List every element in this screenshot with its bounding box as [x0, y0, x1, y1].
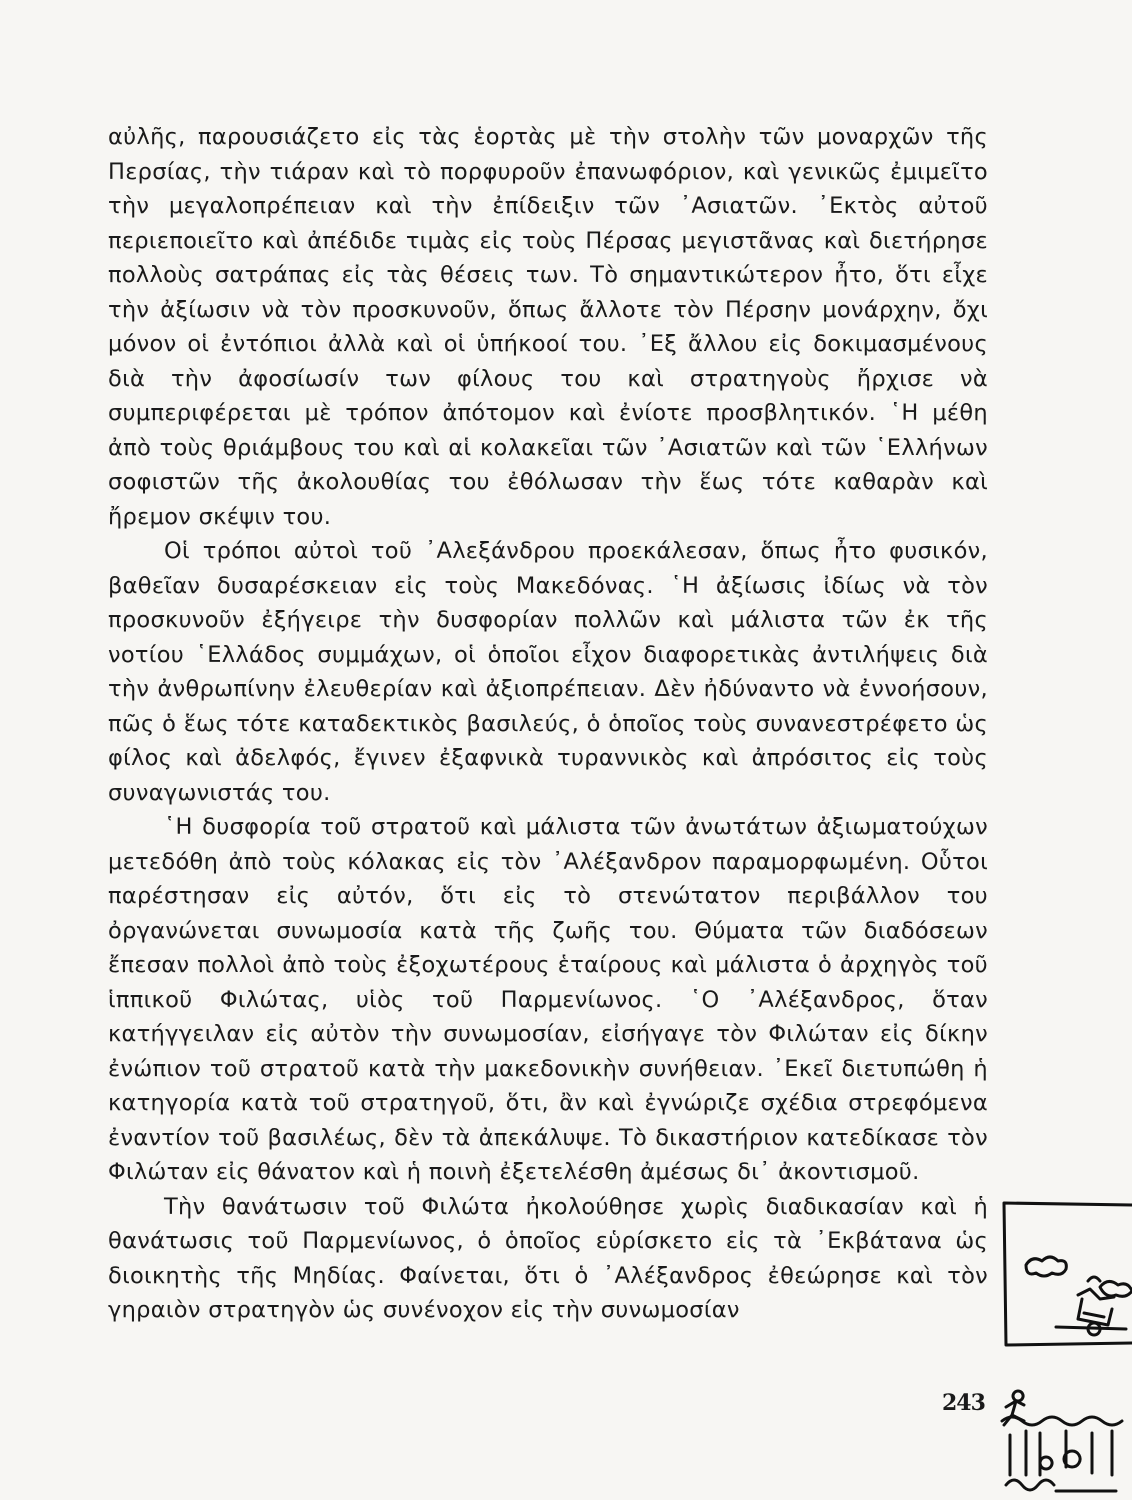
paragraph-3: ῾Η δυσφορία τοῦ στρατοῦ καὶ μάλιστα τῶν ἀνωτάτων ἀξιωματούχων μετεδόθη ἀπὸ τοὺς κόλακας εἰς τὸν ᾿Αλέξανδρον παραμορφωμένη. Οὗτοι παρέστησαν εἰς αὐτόν, ὅτι εἰς τὸ στενώτατον περιβάλλον του ὀργανώνεται συνωμοσία κατὰ τῆς ζωῆς του. Θύματα τῶν διαδόσεων ἔπεσαν πολλοὶ ἀπὸ τοὺς ἐξοχωτέρους ἑταίρους καὶ μάλιστα ὁ ἀρχηγὸς τοῦ ἱππικοῦ Φιλώτας, υἱὸς τοῦ Παρμενίωνος. ῾Ο ᾿Αλέξανδρος, ὅταν κατήγγειλαν εἰς αὐτὸν τὴν συνωμοσίαν, εἰσήγαγε τὸν Φιλώταν εἰς δίκην ἐνώπιον τοῦ στρατοῦ κατὰ τὴν μακεδονικὴν συνήθειαν. ᾿Εκεῖ διετυπώθη ἡ κατηγορία κατὰ τοῦ στρατηγοῦ, ὅτι, ἂν καὶ ἐγνώριζε σχέδια στρεφόμενα ἐναντίον τοῦ βασιλέως, δὲν τὰ ἀπεκάλυψε. Τὸ δικαστήριον κατεδίκασε τὸν Φιλώταν εἰς θάνατον καὶ ἡ ποινὴ ἐξετελέσθη ἀμέσως δι᾿ ἀκοντισμοῦ.	[108, 814, 988, 1185]
page-number: 243	[942, 1390, 985, 1416]
sketch-cloud-right	[1100, 1281, 1132, 1296]
sketch-wave	[1002, 1417, 1122, 1425]
paragraph-1: αὐλῆς, παρουσιάζετο εἰς τὰς ἑορτὰς μὲ τὴν στολὴν τῶν μοναρχῶν τῆς Περσίας, τὴν τιάραν καὶ τὸ πορφυροῦν ἐπανωφόριον, καὶ γενικῶς ἐμιμεῖτο τὴν μεγαλοπρέπειαν καὶ τὴν ἐπίδειξιν τῶν ᾿Ασιατῶν. ᾿Εκτὸς αὐτοῦ περιεποιεῖτο καὶ ἀπέδιδε τιμὰς εἰς τοὺς Πέρσας μεγιστᾶνας καὶ διετήρησε πολλοὺς σατράπας εἰς τὰς θέσεις των. Τὸ σημαντικώτερον ἦτο, ὅτι εἶχε τὴν ἀξίωσιν νὰ τὸν προσκυνοῦν, ὅπως ἄλλοτε τὸν Πέρσην μονάρχην, ὄχι μόνον οἱ ἐντόπιοι ἀλλὰ καὶ οἱ ὑπήκοοί του. ᾿Εξ ἄλλου εἰς δοκιμασμένους διὰ τὴν ἀφοσίωσίν των φίλους του καὶ στρατηγοὺς ἤρχισε νὰ συμπεριφέρεται μὲ τρόπον ἀπότομον καὶ ἐνίοτε προσβλητικόν. ῾Η μέθη ἀπὸ τοὺς θριάμβους του καὶ αἱ κολακεῖαι τῶν ᾿Ασιατῶν καὶ τῶν ῾Ελλήνων σοφιστῶν τῆς ἀκολουθίας του ἐθόλωσαν τὴν ἕως τότε καθαρὰν καὶ ἤρεμον σκέψιν του.	[108, 124, 988, 530]
margin-sketch-icon	[996, 1195, 1132, 1500]
sketch-heads	[1040, 1451, 1080, 1469]
paragraph-4: Τὴν θανάτωσιν τοῦ Φιλώτα ἠκολούθησε χωρὶς διαδικασίαν καὶ ἡ θανάτωσις τοῦ Παρμενίωνος, ὁ ὁποῖος εὑρίσκετο εἰς τὰ ᾿Εκβάτανα ὡς διοικητὴς τῆς Μηδίας. Φαίνεται, ὅτι ὁ ᾿Αλέξανδρος ἐθεώρησε καὶ τὸν γηραιὸν στρατηγὸν ὡς συνένοχον εἰς τὴν συνωμοσίαν	[108, 1193, 988, 1323]
sketch-posts	[1010, 1431, 1112, 1475]
sketch-bottom	[1006, 1480, 1116, 1491]
sketch-frame	[1004, 1203, 1132, 1345]
page-text	[108, 120, 988, 1328]
sketch-cloud-left	[1026, 1257, 1066, 1276]
paragraph-2: Οἱ τρόποι αὐτοὶ τοῦ ᾿Αλεξάνδρου προεκάλεσαν, ὅπως ἦτο φυσικόν, βαθεῖαν δυσαρέσκειαν εἰς τοὺς Μακεδόνας. ῾Η ἀξίωσις ἰδίως νὰ τὸν προσκυνοῦν ἐξήγειρε τὴν δυσφορίαν πολλῶν καὶ μάλιστα τῶν ἐκ τῆς νοτίου ῾Ελλάδος συμμάχων, οἱ ὁποῖοι εἶχον διαφορετικὰς ἀντιλήψεις διὰ τὴν ἀνθρωπίνην ἐλευθερίαν καὶ ἀξιοπρέπειαν. Δὲν ἠδύναντο νὰ ἐννοήσουν, πῶς ὁ ἕως τότε καταδεκτικὸς βασιλεύς, ὁ ὁποῖος τοὺς συνανεστρέφετο ὡς φίλος καὶ ἀδελφός, ἔγινεν ἐξαφνικὰ τυραννικὸς καὶ ἀπρόσιτος εἰς τοὺς συναγωνιστάς του.	[108, 538, 988, 806]
